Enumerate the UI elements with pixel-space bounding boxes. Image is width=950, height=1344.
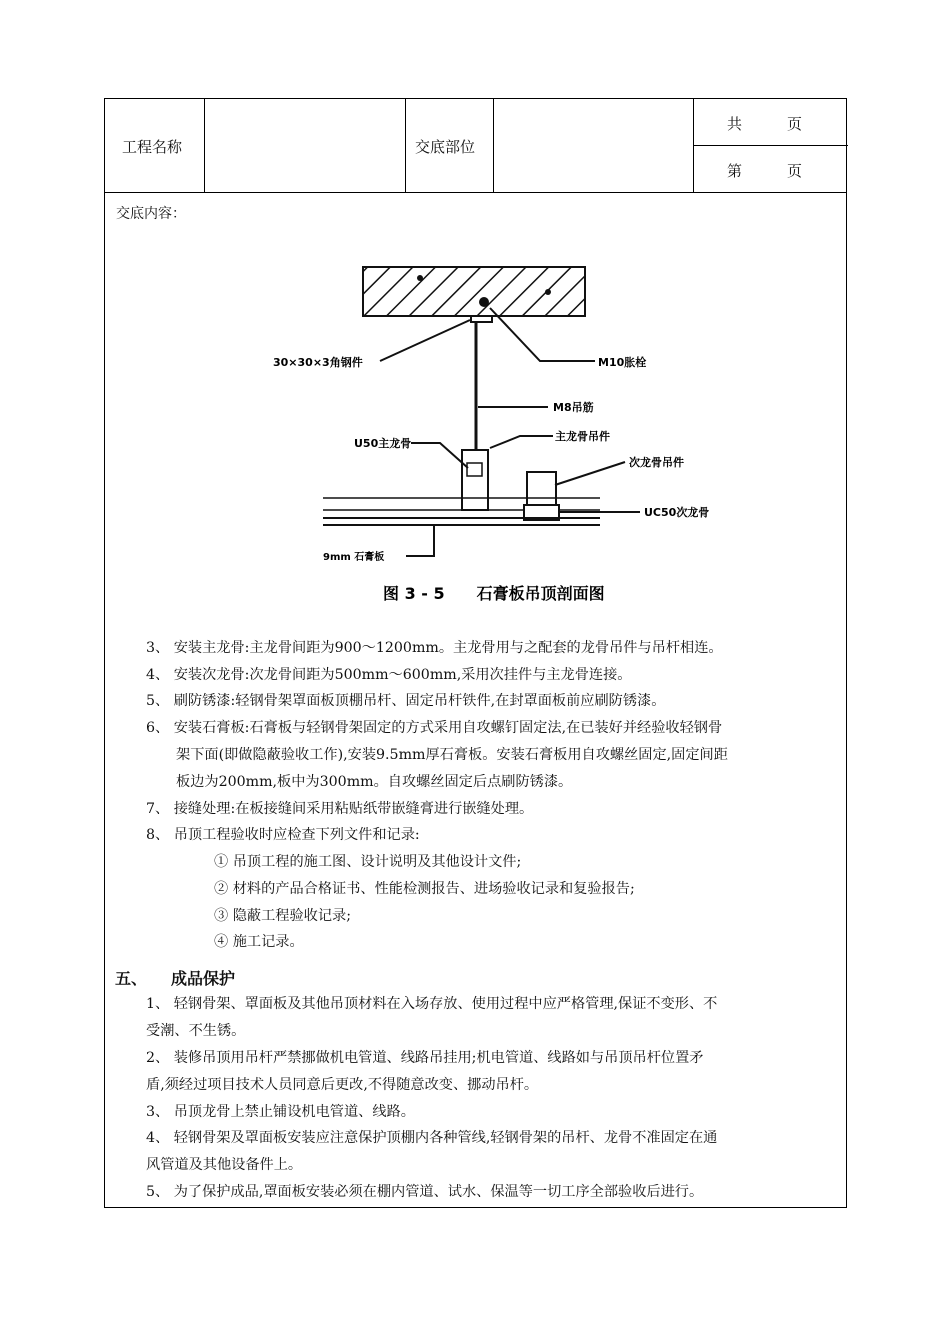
section-number: 五、 [115,969,148,988]
step-6: 6、 安装石膏板:石膏板与轻钢骨架固定的方式采用自攻螺钉固定法,在已装好并经验收轻钢骨 [146,720,723,736]
content-label: 交底内容： [116,206,186,222]
step-4: 4、 安装次龙骨:次龙骨间距为500mm～600mm,采用次挂件与主龙骨连接。 [146,667,632,683]
label-main-joist: U50主龙骨 [354,437,412,450]
step-7: 7、 接缝处理:在板接缝间采用粘贴纸带嵌缝膏进行嵌缝处理。 [146,801,534,817]
step-6-line-2: 架下面(即做隐蔽验收工作),安装9.5mm厚石膏板。安装石膏板用自攻螺丝固定,固定间距 [176,747,728,763]
label-main-joist-hanger: 主龙骨吊件 [555,430,610,443]
label-hanger-rod: M8吊筋 [553,401,594,414]
page-number: 第 页 [727,162,803,180]
project-name-label: 工程名称 [122,138,183,156]
label-anchor-bolt: M10胀栓 [598,356,647,369]
record-item: ① 吊顶工程的施工图、设计说明及其他设计文件; [214,854,522,870]
step-5: 5、 刷防锈漆:轻钢骨架罩面板顶棚吊杆、固定吊杆铁件,在封罩面板前应刷防锈漆。 [146,693,666,709]
step-8: 8、 吊顶工程验收时应检查下列文件和记录: [146,827,420,843]
protection-item-cont: 风管道及其他设备件上。 [146,1157,303,1173]
main-joist [462,450,488,510]
protection-item: 4、 轻钢骨架及罩面板安装应注意保护顶棚内各种管线,轻钢骨架的吊杆、龙骨不准固定在通 [146,1130,718,1146]
label-secondary-joist: UC50次龙骨 [644,506,710,519]
protection-item: 1、 轻钢骨架、罩面板及其他吊顶材料在入场存放、使用过程中应严格管理,保证不变形、不 [146,996,718,1012]
record-item: ④ 施工记录。 [214,934,304,950]
label-angle-steel: 30×30×3角钢件 [273,356,363,369]
protection-item: 2、 装修吊顶用吊杆严禁挪做机电管道、线路吊挂用;机电管道、线路如与吊顶吊杆位置矛 [146,1050,704,1066]
protection-item-cont: 受潮、不生锈。 [146,1023,246,1039]
record-item: ③ 隐蔽工程验收记录; [214,908,351,924]
concrete-slab [363,267,585,316]
total-pages: 共 页 [727,115,803,133]
step-6-line-3: 板边为200mm,板中为300mm。自攻螺丝固定后点刷防锈漆。 [176,774,573,790]
location-label: 交底部位 [415,138,476,156]
section-title: 成品保护 [171,969,236,988]
figure-caption: 图 3 - 5 石膏板吊顶剖面图 [383,584,605,603]
protection-item: 5、 为了保护成品,罩面板安装必须在棚内管道、试水、保温等一切工序全部验收后进行。 [146,1184,704,1200]
anchor-bolt [479,297,489,307]
label-gypsum-board: 9mm 石膏板 [323,552,385,563]
protection-item-cont: 盾,须经过项目技术人员同意后更改,不得随意改变、挪动吊杆。 [146,1077,539,1093]
label-secondary-hanger: 次龙骨吊件 [629,456,684,469]
protection-item: 3、 吊顶龙骨上禁止铺设机电管道、线路。 [146,1104,415,1120]
ceiling-section-diagram [0,0,950,620]
step-3: 3、 安装主龙骨:主龙骨间距为900～1200mm。主龙骨用与之配套的龙骨吊件与吊杆相连。 [146,640,723,656]
record-item: ② 材料的产品合格证书、性能检测报告、进场验收记录和复验报告; [214,881,635,897]
